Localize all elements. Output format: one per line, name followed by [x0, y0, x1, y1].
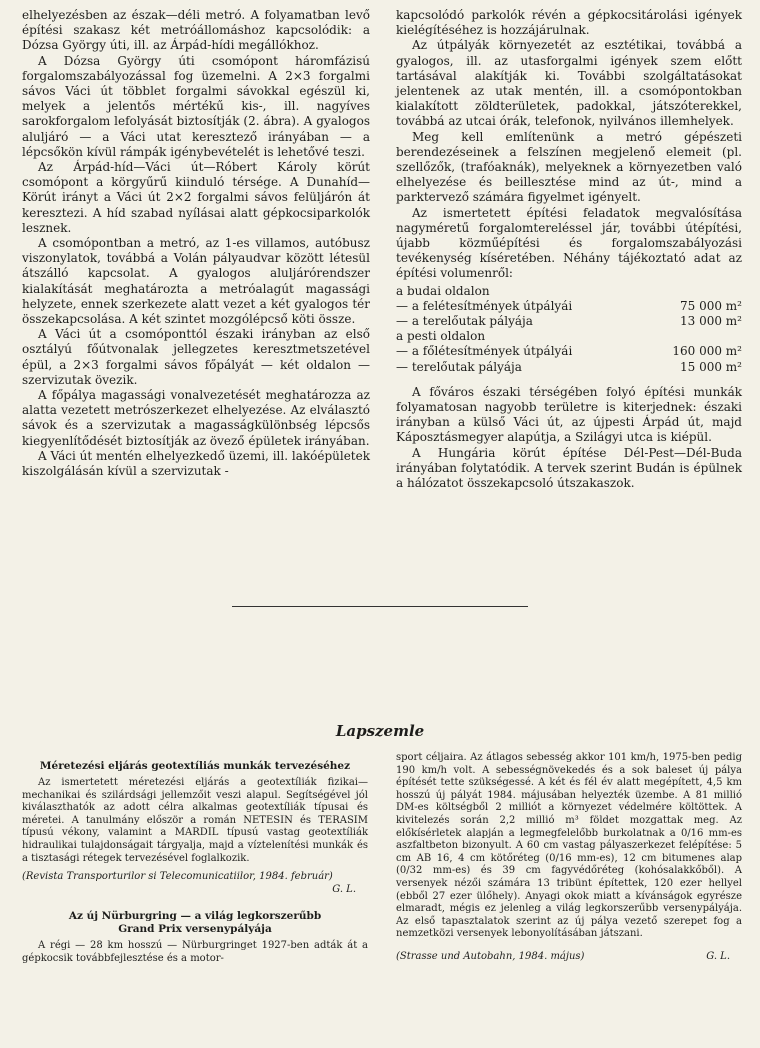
paragraph: A Váci út a csomóponttól északi irányban az első osztályú főútvonalak jellegzetes keresztmetszetével épül, a 2×3 forgalmi sávos főpályát — két oldalon — szervizutak övezik.: [22, 327, 370, 387]
paragraph: A főváros északi térségében folyó építési munkák folyamatosan nagyobb területre is kiterjednek: északi irányban a külső Váci út, az újpesti Árpád út, majd Káposztásmegyer alapútja, a Szilágyi utca is kiépül.: [396, 384, 742, 445]
article-column-left: [22, 8, 370, 479]
review-source: (Revista Transporturilor si Telecomunicatiilor, 1984. február): [22, 871, 333, 883]
review-column-right: [396, 752, 742, 964]
volume-row: [396, 344, 742, 359]
volume-row: [396, 360, 742, 375]
volume-row-value: 15 000 m²: [680, 359, 742, 374]
review-body: sport céljaira. Az átlagos sebesség akkor 101 km/h, 1975-ben pedig 190 km/h volt. A sebességnövekedés és a sok baleset új pálya építését tette szükségessé. A két és fél év alatt megépített, 4,5 km hosszú új pályát 1984. májusában helyezték üzembe. A 81 millió DM-es költségből 2 milliót a környezet védelmére költöttek. A kivitelezés során 2,2 millió m³ földet mozgattak meg. Az előkísérletek alapján a legmegfelelőbb burkolatnak a 0/16 mm-es aszfaltbeton bizonyult. A 60 cm vastag pályaszerkezet felépítése: 5 cm AB 16, 4 cm kötőréteg (0/16 mm-es), 12 cm bitumenes alap (0/32 mm-es) és 39 cm fagyvédőréteg (kohósalakkőből). A versenyek nézői számára 13 tribünt építettek, 120 ezer hellyel (ebből 27 ezer ülőhely). Anyagi okok miatt a kívánságok egyrésze elmaradt, mégis ez jelenleg a világ legkorszerűbb versenypályája. Az első tapasztalatok szerint az új pálya vezető szerepet fog a nemzetközi versenyek lebonyolításában játszani.: [396, 752, 742, 940]
review-body: A régi — 28 km hosszú — Nürburgringet 1927-ben adták át a gépkocsik továbbfejlesztése és a motor-: [22, 940, 368, 964]
paragraph: A Dózsa György úti csomópont háromfázisú forgalomszabályozással fog üzemelni. A 2×3 forgalmi sávos Váci út többlet forgalmi sávokkal egészül ki, melyek a jelentős mértékű kis-, ill. nagyíves sarokforgalom lefolyását biztosítják (2. ábra). A gyalogos aluljáró — a Váci utat keresztező irányában — a lépcsőkön kívül rámpák igénybevételét is lehetővé teszi.: [22, 53, 370, 159]
volume-row-value: 13 000 m²: [680, 314, 742, 329]
volume-group-label-buda: a budai oldalon: [396, 283, 490, 298]
paragraph: kapcsolódó parkolók révén a gépkocsitárolási igények kielégítéséhez is hozzájárulnak.: [396, 8, 742, 38]
paragraph: Az útpályák környezetét az esztétikai, továbbá a gyalogos, ill. az utasforgalmi igények szem előtt tartásával alakítják ki. További szolgáltatásokat jelentenek az utak mentén, ill. a csomópontokban kialakított zöldterületek, padokkal, játszóterekkel, továbbá az utcai órák, telefonok, nyilvános illemhelyek.: [396, 38, 742, 129]
volume-row-label: — terelőutak pályája: [396, 359, 522, 374]
paragraph: A csomópontban a metró, az 1-es villamos, autóbusz viszonylatok, továbbá a Volán pályaudvar között létesül átszálló kapcsolat. A gyalogos aluljárórendszer kialakítását meghatározta a metróalagút magassági helyzete, ennek szerkezete alatt vezet a két gyalogos tér összekapcsolása. A két szintet mozgólépcső köti össze.: [22, 236, 370, 327]
volume-row: [396, 314, 742, 329]
paragraph: A főpálya magassági vonalvezetését meghatározza az alatta vezetett metrószerkezet elhelyezése. Az elválasztó sávok és a szervizutak a magasságkülönbség lépcsős kiegyenlítődését biztosítják az övező épületek irányában.: [22, 388, 370, 448]
volume-group-label-pest: a pesti oldalon: [396, 329, 486, 344]
paragraph: Meg kell említenünk a metró gépészeti berendezéseinek a felszínen megjelenő elemeit (pl. szellőzők, (trafóaknák), melyeknek a környezetben való elhelyezése és beillesztése mind az út-, mind a parktervező számára figyelmet igényelt.: [396, 129, 742, 205]
volume-row-value: 75 000 m²: [680, 298, 742, 313]
article-column-right: [396, 8, 742, 491]
paragraph: Az Árpád-híd—Váci út—Róbert Károly körút csomópont a körgyűrű kiinduló térsége. A Dunahíd—Körút irányt a Váci út 2×2 forgalmi sávos felüljárón át keresztezi. A híd szabad nyílásai alatt gépkocsiparkolók lesznek.: [22, 160, 370, 235]
paragraph: A Hungária körút építése Dél-Pest—Dél-Buda irányában folytatódik. A tervek szerint Budán is épülnek a hálózatot összekapcsoló útszakaszok.: [396, 445, 742, 491]
section-title: Lapszemle: [335, 722, 425, 740]
volume-row-label: — a felétesítmények útpályái: [396, 298, 573, 313]
review-title: [22, 910, 368, 936]
volume-table: [396, 284, 742, 375]
paragraph: Az ismertetett építési feladatok megvalósítása nagyméretű forgalomtereléssel jár, további útépítési, újabb közműépítési és forgalomszabályozási tevékenység kíséretében. Néhány tájékoztató adat az építési volumenről:: [396, 205, 742, 281]
review-source: (Strasse und Autobahn, 1984. május): [396, 950, 585, 962]
review-title-line: Az új Nürburgring — a világ legkorszerűbb: [68, 910, 322, 923]
review-column-left: [22, 760, 368, 966]
volume-row-label: — a terelőutak pályája: [396, 314, 533, 329]
paragraph: elhelyezésben az észak—déli metró. A folyamatban levő építési szakasz két metróállomáshoz kapcsolódik: a Dózsa György úti, ill. az Árpád-hídi megállókhoz.: [22, 8, 370, 53]
review-body: Az ismertetett méretezési eljárás a geotextíliák fizikai—mechanikai és szilárdsági jellemzőit veszi alapul. Segítségével jól kiválaszthatók az adott célra alkalmas geotextíliák típusai és méretei. A tanulmány először a román NETESIN és TERASIM típusú vékony, valamint a MARDIL típusú vastag geotextíliák hidraulikai tulajdonságait tárgyalja, majd a víztelenítési munkák és a tisztasági rétegek tervezésével foglalkozik.: [22, 777, 368, 864]
section-divider: [232, 606, 528, 607]
review-signature: G. L.: [332, 883, 356, 895]
review-signature: G. L.: [706, 950, 730, 962]
review-source-row: [396, 951, 742, 964]
volume-row-label: — a főlétesítmények útpályái: [396, 344, 573, 359]
review-signature-row: [22, 884, 368, 897]
paragraph: A Váci út mentén elhelyezkedő üzemi, ill. lakóépületek kiszolgálásán kívül a szervizutak -: [22, 448, 370, 479]
volume-row-value: 160 000 m²: [672, 344, 742, 359]
review-title-line: Grand Prix versenypályája: [118, 923, 272, 936]
volume-row: [396, 299, 742, 314]
review-title: Méretezési eljárás geotextíliás munkák tervezéséhez: [39, 760, 351, 772]
